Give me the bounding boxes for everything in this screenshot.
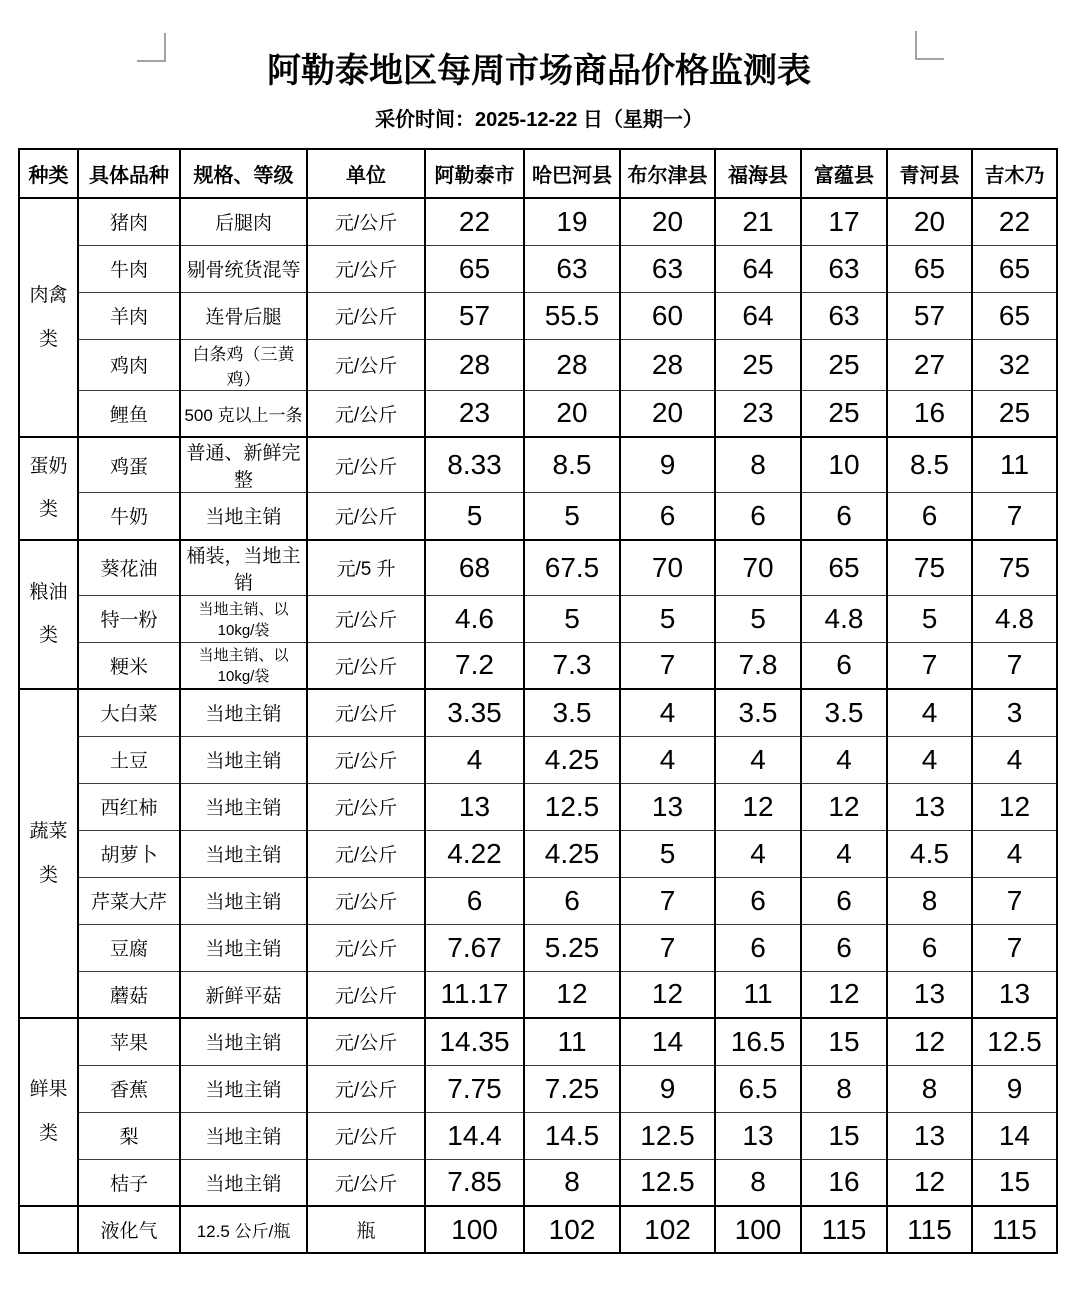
price-cell: 11 [715,971,801,1018]
table-row [19,877,1057,924]
price-cell: 100 [425,1206,524,1253]
price-cell: 57 [425,292,524,339]
price-cell: 9 [972,1065,1057,1112]
spec-cell: 当地主销 [180,1159,307,1206]
category-cell [19,1206,78,1253]
price-cell: 9 [620,1065,715,1112]
price-cell: 3.5 [715,689,801,736]
item-cell: 香蕉 [78,1065,180,1112]
price-cell: 27 [887,339,972,390]
price-cell: 6 [715,877,801,924]
item-cell: 粳米 [78,642,180,689]
table-head [19,149,1057,198]
price-cell: 28 [425,339,524,390]
unit-cell: 元/公斤 [307,689,425,736]
unit-cell: 元/公斤 [307,493,425,540]
item-cell: 特一粉 [78,595,180,642]
unit-cell: 元/公斤 [307,292,425,339]
column-header: 布尔津县 [620,149,715,198]
price-cell: 7 [620,877,715,924]
price-cell: 3.5 [801,689,887,736]
price-cell: 3.5 [524,689,620,736]
price-cell: 20 [524,390,620,437]
price-cell: 4.8 [801,595,887,642]
spec-cell: 后腿肉 [180,198,307,245]
table-row [19,783,1057,830]
price-cell: 17 [801,198,887,245]
price-cell: 11 [524,1018,620,1065]
item-cell: 鸡蛋 [78,437,180,493]
price-cell: 12.5 [524,783,620,830]
price-cell: 32 [972,339,1057,390]
price-cell: 4 [972,830,1057,877]
item-cell: 胡萝卜 [78,830,180,877]
price-cell: 102 [620,1206,715,1253]
price-cell: 14.4 [425,1112,524,1159]
unit-cell: 元/公斤 [307,736,425,783]
table-row [19,642,1057,689]
price-cell: 20 [887,198,972,245]
price-cell: 100 [715,1206,801,1253]
price-cell: 7.67 [425,924,524,971]
price-cell: 7.3 [524,642,620,689]
price-cell: 6 [801,924,887,971]
price-cell: 8 [715,437,801,493]
price-cell: 23 [425,390,524,437]
item-cell: 鸡肉 [78,339,180,390]
price-cell: 65 [425,245,524,292]
price-cell: 12 [620,971,715,1018]
price-cell: 16 [801,1159,887,1206]
price-cell: 12.5 [620,1159,715,1206]
unit-cell: 元/5 升 [307,540,425,596]
price-cell: 13 [425,783,524,830]
spec-cell: 当地主销 [180,877,307,924]
spec-cell: 当地主销 [180,1018,307,1065]
column-header: 哈巴河县 [524,149,620,198]
price-cell: 6 [715,924,801,971]
price-cell: 15 [801,1112,887,1159]
price-cell: 22 [972,198,1057,245]
price-cell: 28 [620,339,715,390]
price-cell: 4 [801,736,887,783]
column-header: 阿勒泰市 [425,149,524,198]
category-cell: 鲜果类 [19,1018,78,1206]
spec-cell: 当地主销 [180,783,307,830]
table-row [19,595,1057,642]
category-cell: 蔬菜类 [19,689,78,1018]
spec-cell: 普通、新鲜完整 [180,437,307,493]
price-cell: 4.6 [425,595,524,642]
price-cell: 16.5 [715,1018,801,1065]
price-cell: 8 [887,877,972,924]
price-cell: 15 [801,1018,887,1065]
price-cell: 23 [715,390,801,437]
column-header: 富蕴县 [801,149,887,198]
price-cell: 75 [887,540,972,596]
price-cell: 4 [715,830,801,877]
price-cell: 65 [972,245,1057,292]
price-cell: 65 [887,245,972,292]
price-cell: 4 [887,736,972,783]
table-row [19,390,1057,437]
spec-cell: 12.5 公斤/瓶 [180,1206,307,1253]
spec-cell: 当地主销 [180,924,307,971]
spec-cell: 当地主销、以 10kg/袋 [180,595,307,642]
unit-cell: 元/公斤 [307,924,425,971]
spec-cell: 当地主销 [180,1112,307,1159]
column-header: 青河县 [887,149,972,198]
price-cell: 4 [425,736,524,783]
spec-cell: 白条鸡（三黄鸡） [180,339,307,390]
spec-cell: 当地主销 [180,736,307,783]
price-cell: 10 [801,437,887,493]
price-cell: 4 [887,689,972,736]
price-cell: 7.25 [524,1065,620,1112]
item-cell: 液化气 [78,1206,180,1253]
category-cell: 粮油类 [19,540,78,690]
price-cell: 70 [715,540,801,596]
table-row [19,1018,1057,1065]
table-row [19,924,1057,971]
price-cell: 12 [524,971,620,1018]
spec-cell: 连骨后腿 [180,292,307,339]
unit-cell: 元/公斤 [307,198,425,245]
price-cell: 8 [887,1065,972,1112]
table-row [19,1065,1057,1112]
unit-cell: 瓶 [307,1206,425,1253]
price-cell: 8 [715,1159,801,1206]
price-cell: 63 [524,245,620,292]
price-cell: 5 [620,830,715,877]
price-cell: 64 [715,245,801,292]
price-cell: 6 [715,493,801,540]
unit-cell: 元/公斤 [307,1018,425,1065]
price-cell: 14 [972,1112,1057,1159]
item-cell: 大白菜 [78,689,180,736]
price-cell: 55.5 [524,292,620,339]
price-cell: 7 [620,924,715,971]
unit-cell: 元/公斤 [307,1112,425,1159]
item-cell: 鲤鱼 [78,390,180,437]
price-cell: 3.35 [425,689,524,736]
price-cell: 19 [524,198,620,245]
price-cell: 16 [887,390,972,437]
price-cell: 4.25 [524,736,620,783]
item-cell: 猪肉 [78,198,180,245]
price-cell: 115 [972,1206,1057,1253]
price-cell: 3 [972,689,1057,736]
item-cell: 苹果 [78,1018,180,1065]
price-cell: 25 [972,390,1057,437]
item-cell: 豆腐 [78,924,180,971]
price-cell: 115 [887,1206,972,1253]
price-cell: 11 [972,437,1057,493]
price-cell: 28 [524,339,620,390]
price-cell: 6 [887,924,972,971]
column-header: 单位 [307,149,425,198]
price-cell: 8 [801,1065,887,1112]
price-cell: 7.85 [425,1159,524,1206]
column-header: 具体品种 [78,149,180,198]
table-row [19,540,1057,596]
price-cell: 4 [620,689,715,736]
price-cell: 13 [620,783,715,830]
price-cell: 8.33 [425,437,524,493]
item-cell: 土豆 [78,736,180,783]
price-cell: 12 [715,783,801,830]
price-cell: 64 [715,292,801,339]
price-table [18,148,1058,1254]
price-cell: 12 [801,783,887,830]
price-cell: 4.5 [887,830,972,877]
price-cell: 6 [801,877,887,924]
page-title: 阿勒泰地区每周市场商品价格监测表 [267,52,811,90]
spec-cell: 500 克以上一条 [180,390,307,437]
price-cell: 5.25 [524,924,620,971]
price-cell: 20 [620,198,715,245]
item-cell: 芹菜大芹 [78,877,180,924]
price-cell: 6 [887,493,972,540]
table-row [19,493,1057,540]
price-cell: 4 [972,736,1057,783]
price-cell: 22 [425,198,524,245]
price-cell: 5 [715,595,801,642]
table-row [19,1206,1057,1253]
unit-cell: 元/公斤 [307,245,425,292]
price-cell: 7 [972,877,1057,924]
table-row [19,437,1057,493]
table-row [19,1159,1057,1206]
price-cell: 7.8 [715,642,801,689]
price-cell: 5 [425,493,524,540]
price-cell: 5 [887,595,972,642]
price-cell: 5 [620,595,715,642]
price-cell: 65 [801,540,887,596]
spec-cell: 剔骨统货混等 [180,245,307,292]
price-cell: 4 [801,830,887,877]
table-row [19,736,1057,783]
unit-cell: 元/公斤 [307,595,425,642]
unit-cell: 元/公斤 [307,1065,425,1112]
price-cell: 7.2 [425,642,524,689]
price-cell: 6 [425,877,524,924]
spec-cell: 当地主销 [180,830,307,877]
price-cell: 12.5 [972,1018,1057,1065]
price-cell: 6 [801,493,887,540]
price-cell: 12 [887,1018,972,1065]
price-cell: 12 [887,1159,972,1206]
table-row [19,198,1057,245]
price-cell: 7 [887,642,972,689]
price-cell: 25 [801,390,887,437]
price-cell: 4 [620,736,715,783]
item-cell: 葵花油 [78,540,180,596]
item-cell: 牛肉 [78,245,180,292]
item-cell: 蘑菇 [78,971,180,1018]
price-cell: 8.5 [524,437,620,493]
item-cell: 牛奶 [78,493,180,540]
price-cell: 14.5 [524,1112,620,1159]
price-cell: 67.5 [524,540,620,596]
price-cell: 25 [715,339,801,390]
price-cell: 9 [620,437,715,493]
price-cell: 12 [972,783,1057,830]
column-header: 福海县 [715,149,801,198]
unit-cell: 元/公斤 [307,642,425,689]
price-cell: 60 [620,292,715,339]
price-cell: 4 [715,736,801,783]
spec-cell: 当地主销 [180,1065,307,1112]
unit-cell: 元/公斤 [307,877,425,924]
header-row [19,149,1057,198]
price-cell: 21 [715,198,801,245]
spec-cell: 当地主销、以 10kg/袋 [180,642,307,689]
table-row [19,292,1057,339]
item-cell: 西红柿 [78,783,180,830]
price-cell: 63 [801,292,887,339]
table-row [19,689,1057,736]
price-cell: 8 [524,1159,620,1206]
price-cell: 102 [524,1206,620,1253]
unit-cell: 元/公斤 [307,1159,425,1206]
price-cell: 57 [887,292,972,339]
price-cell: 4.8 [972,595,1057,642]
category-cell: 肉禽类 [19,198,78,437]
price-cell: 13 [715,1112,801,1159]
price-cell: 115 [801,1206,887,1253]
unit-cell: 元/公斤 [307,830,425,877]
item-cell: 桔子 [78,1159,180,1206]
price-cell: 13 [972,971,1057,1018]
price-cell: 68 [425,540,524,596]
table-row [19,971,1057,1018]
price-cell: 5 [524,595,620,642]
unit-cell: 元/公斤 [307,971,425,1018]
column-header: 规格、等级 [180,149,307,198]
price-cell: 13 [887,1112,972,1159]
price-cell: 7 [972,642,1057,689]
column-header: 种类 [19,149,78,198]
item-cell: 梨 [78,1112,180,1159]
price-cell: 6 [524,877,620,924]
price-cell: 13 [887,783,972,830]
price-cell: 7 [620,642,715,689]
price-cell: 4.25 [524,830,620,877]
price-cell: 70 [620,540,715,596]
price-cell: 5 [524,493,620,540]
price-cell: 6.5 [715,1065,801,1112]
column-header: 吉木乃 [972,149,1057,198]
spec-cell: 当地主销 [180,493,307,540]
price-cell: 63 [620,245,715,292]
table-row [19,245,1057,292]
price-cell: 25 [801,339,887,390]
table-body [19,198,1057,1253]
price-cell: 13 [887,971,972,1018]
spec-cell: 桶装，当地主销 [180,540,307,596]
table-row [19,830,1057,877]
table-row [19,339,1057,390]
price-cell: 6 [620,493,715,540]
spec-cell: 当地主销 [180,689,307,736]
price-cell: 4.22 [425,830,524,877]
price-cell: 14.35 [425,1018,524,1065]
price-cell: 8.5 [887,437,972,493]
page-subtitle: 采价时间：2025-12-22 日（星期一） [375,109,703,131]
price-cell: 75 [972,540,1057,596]
price-cell: 12 [801,971,887,1018]
price-cell: 6 [801,642,887,689]
spec-cell: 新鲜平菇 [180,971,307,1018]
price-cell: 7 [972,493,1057,540]
unit-cell: 元/公斤 [307,783,425,830]
unit-cell: 元/公斤 [307,339,425,390]
price-cell: 65 [972,292,1057,339]
unit-cell: 元/公斤 [307,437,425,493]
price-cell: 15 [972,1159,1057,1206]
price-cell: 14 [620,1018,715,1065]
table-row [19,1112,1057,1159]
price-cell: 20 [620,390,715,437]
price-cell: 7.75 [425,1065,524,1112]
price-cell: 63 [801,245,887,292]
item-cell: 羊肉 [78,292,180,339]
price-cell: 7 [972,924,1057,971]
category-cell: 蛋奶类 [19,437,78,540]
price-cell: 12.5 [620,1112,715,1159]
price-cell: 11.17 [425,971,524,1018]
unit-cell: 元/公斤 [307,390,425,437]
